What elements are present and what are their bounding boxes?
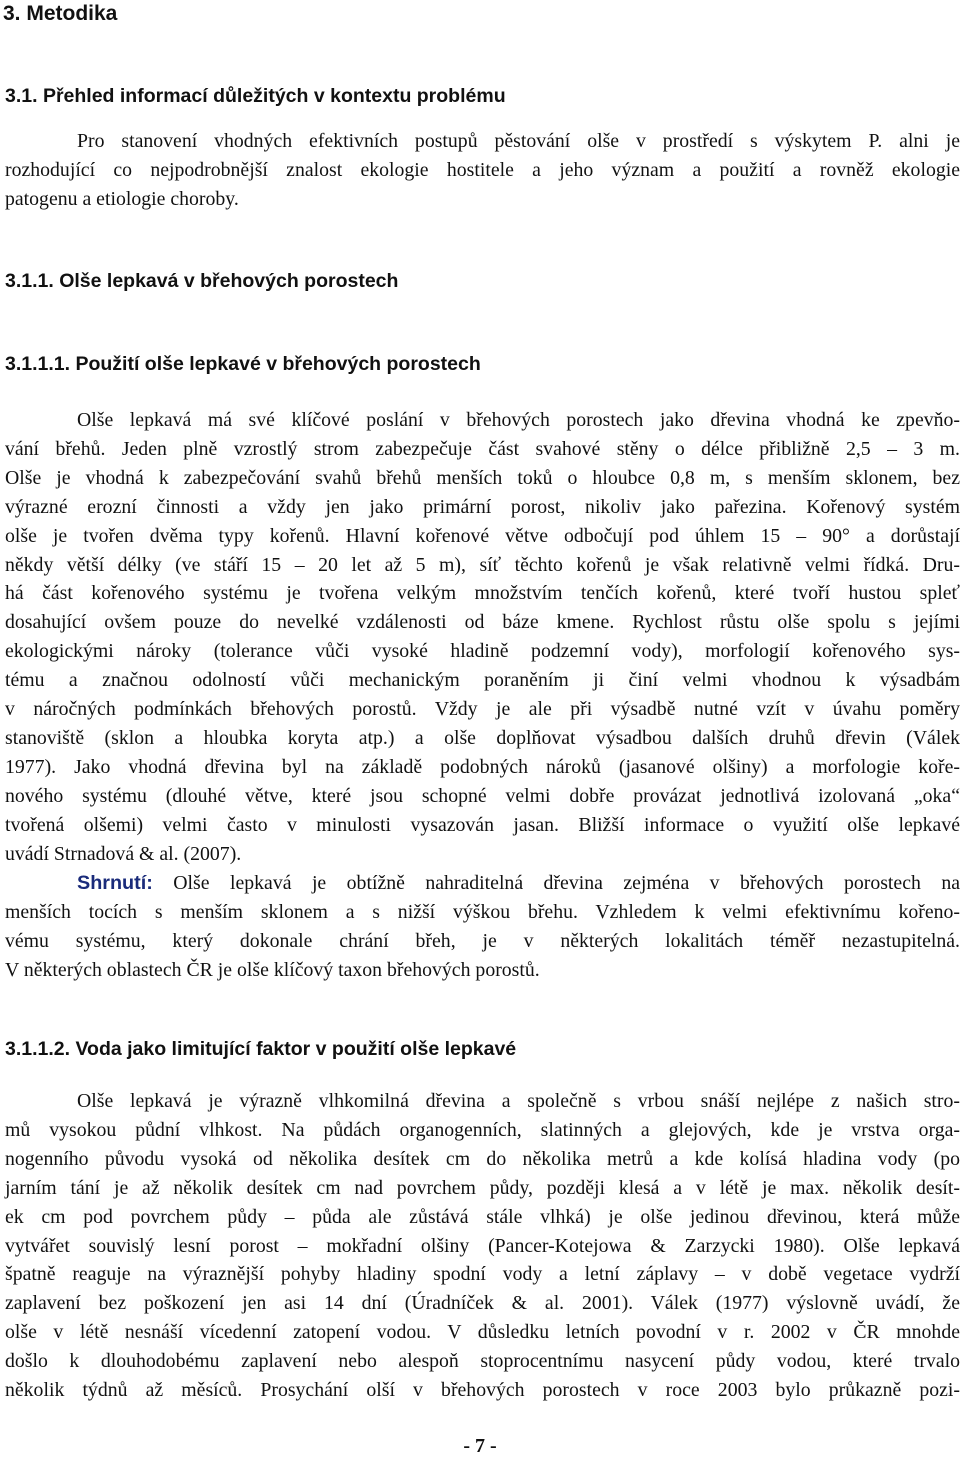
text-line: Olše lepkavá má své klíčové poslání v břehových porostech jako dřevina vhodná ke zpevňo- <box>77 409 960 431</box>
text-line: olše v létě nesnáší vícedenní zatopení vodou. V důsledku letních povodní v r. 2002 v ČR mnohde <box>5 1321 960 1344</box>
body-paragraph-2 <box>5 1087 960 1405</box>
text-line: olše je tvořen dvěma typy kořenů. Hlavní kořenové větve odbočují pod úhlem 15 – 90° a dorůstají <box>5 524 960 547</box>
summary-label: Shrnutí: <box>77 872 153 894</box>
text-line: há část kořenového systému je tvořena velkým množstvím tenčích kořenů, které tvoří hustou spleť <box>5 582 960 605</box>
text-line: vému systému, který dokonale chrání břeh, je v některých lokalitách téměř nezastupitelná. <box>5 929 960 952</box>
subsubsection-heading-1: 3.1.1.1. Použití olše lepkavé v břehových porostech <box>5 353 481 375</box>
text-line: V některých oblastech ČR je olše klíčový taxon břehových porostů. <box>5 958 540 981</box>
text-line: jarním tání je až několik desítek cm nad povrchem půdy, později klesá a v létě je max. několik desít- <box>5 1176 960 1199</box>
subsection-heading: 3.1.1. Olše lepkavá v břehových porostech <box>5 270 399 292</box>
text-line: tému a značnou odolností vůči mechanickým poraněním ji činí velmi vhodnou k výsadbám <box>5 669 960 692</box>
text-line: v náročných podmínkách břehových porostů. Vždy je ale při výsadbě nutné vzít v úvahu poměry <box>5 698 960 721</box>
text-line: tvořená olšemi) velmi často v minulosti vysazován jasan. Bližší informace o využití olše lepkavé <box>5 813 960 836</box>
text-line: nogenního původu vysoká od několika desítek cm do několika metrů a kde kolísá hladina vody (po <box>5 1147 960 1170</box>
text-line: zaplavení bez poškození jen asi 14 dní (Úradníček & al. 2001). Válek (1977) výslovně uvádí, že <box>5 1292 960 1315</box>
text-line: vytvářet souvislý lesní porost – mokřadní olšiny (Pancer-Kotejowa & Zarzycki 1980). Olše lepkavá <box>5 1234 960 1257</box>
text-line: uvádí Strnadová & al. (2007). <box>5 842 242 865</box>
text-line: ek cm pod povrchem půdy – půda ale zůstává stále vlhká) je olše jedinou dřevinou, která může <box>5 1205 960 1228</box>
text-line: mů vysokou půdní vlhkost. Na půdách organogenních, slatinných a glejových, kde je vrstva orga- <box>5 1118 960 1141</box>
summary-text: Olše lepkavá je obtížně nahraditelná dřevina zejména v břehových porostech na <box>152 872 960 894</box>
text-line: menších tocích s menším sklonem a s nižší výškou břehu. Vzhledem k velmi efektivnímu kořeno- <box>5 900 960 923</box>
summary-paragraph <box>5 869 960 985</box>
text-line: Olše lepkavá je výrazně vlhkomilná dřevina a společně s vrbou snáší nejlépe z našich stro- <box>77 1090 960 1112</box>
page-number: - 7 - <box>463 1435 497 1457</box>
text-line: došlo k dlouhodobému zaplavení nebo alespoň stoprocentnímu nasycení půdy vodou, které trvalo <box>5 1350 960 1373</box>
text-line: stanoviště (sklon a hloubka koryta atp.) a olše doplňovat výsadbou dalších druhů dřevin (Válek <box>5 726 960 749</box>
chapter-heading: 3. Metodika <box>3 2 118 25</box>
text-line: 1977). Jako vhodná dřevina byl na základě podobných nároků (jasanové olšiny) a morfologie koře- <box>5 755 960 778</box>
body-paragraph-1 <box>5 406 960 869</box>
text-line: výrazné erozní činnosti a vždy jen jako primární porost, nikoliv jako pařezina. Kořenový systém <box>5 495 960 518</box>
text-line: rozhodující co nejpodrobnější znalost ekologie hostitele a jeho význam a použití a rovněž ekologie <box>5 158 960 181</box>
text-line: Olše je vhodná k zabezpečování svahů břehů menších toků o hloubce 0,8 m, s menším sklonem, bez <box>5 466 960 489</box>
text-line: někdy větší délky (ve stáří 15 – 20 let až 5 m), síť těchto kořenů je však relativně velmi řídká. Dru- <box>5 553 960 576</box>
text-line: špatně reaguje na výraznější pohyby hladiny spodní vody a letní záplavy – v době vegetace vydrží <box>5 1263 960 1286</box>
section-heading: 3.1. Přehled informací důležitých v kontextu problému <box>5 85 506 107</box>
text-line: dosahující ovšem pouze do nevelké vzdálenosti od báze kmene. Rychlost růstu olše spolu s jejími <box>5 611 960 634</box>
text-line: nového systému (dlouhé větve, které jsou schopné velmi dobře provázat jednotlivá izolovaná „oka“ <box>5 784 960 807</box>
text-line: ekologickými nároky (tolerance vůči vysoké hladině podzemní vody), morfologií kořenového sys- <box>5 640 960 663</box>
text-line <box>5 869 960 898</box>
subsubsection-heading-2: 3.1.1.2. Voda jako limitující faktor v použití olše lepkavé <box>5 1038 517 1060</box>
text-line: vání břehů. Jeden plně vzrostlý strom zabezpečuje část svahové stěny o délce přibližně 2,5 – 3 m. <box>5 437 960 460</box>
text-line: patogenu a etiologie choroby. <box>5 187 239 210</box>
text-line: několik týdnů až měsíců. Prosychání olší v břehových porostech v roce 2003 bylo průkazně pozi- <box>5 1379 960 1402</box>
text-line: Pro stanovení vhodných efektivních postupů pěstování olše v prostředí s výskytem P. alni je <box>77 130 960 152</box>
intro-paragraph <box>5 127 960 214</box>
